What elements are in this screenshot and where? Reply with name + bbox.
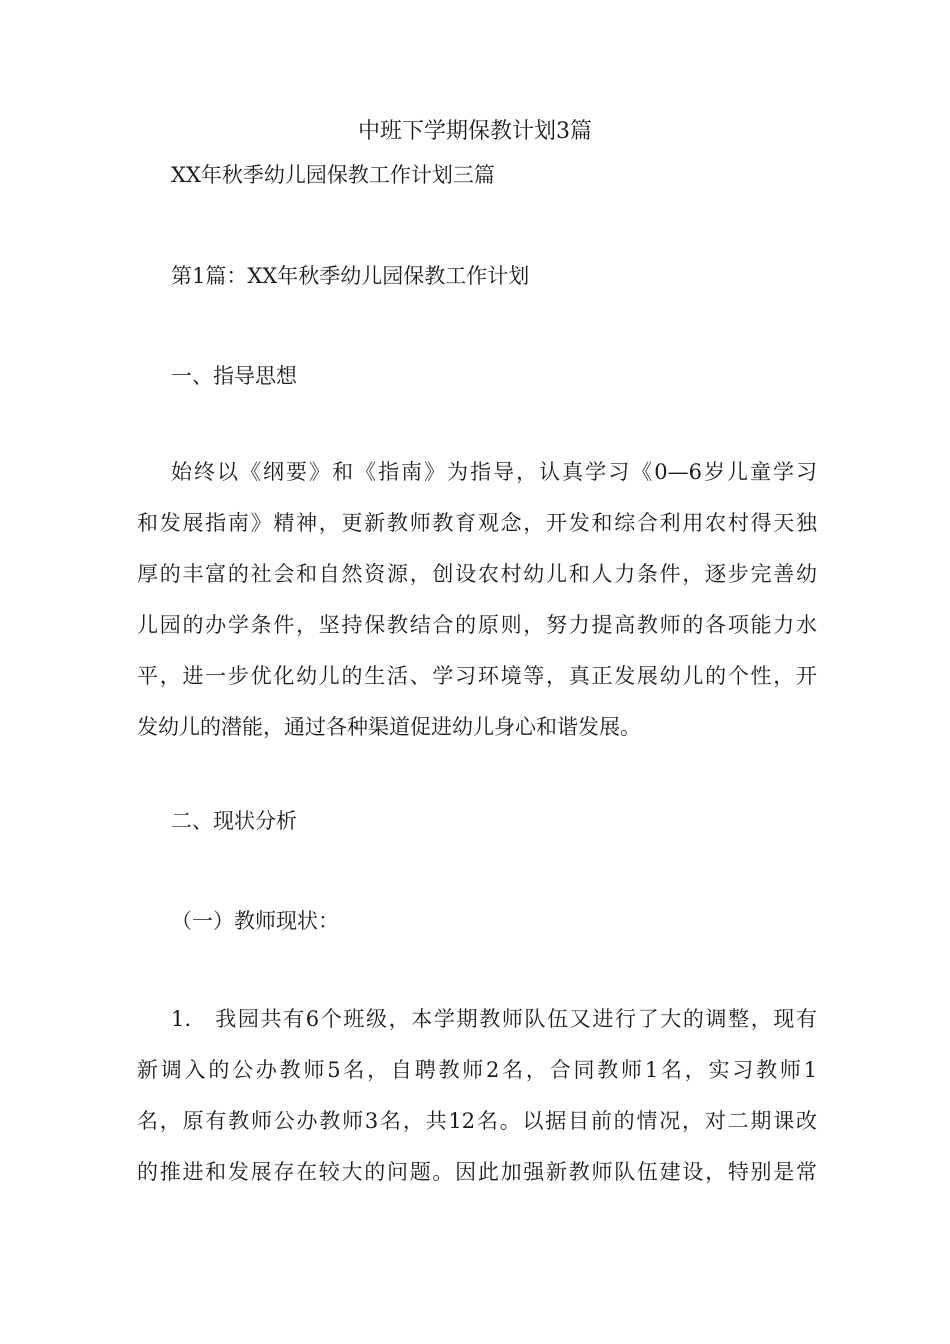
section-heading-status-analysis: 二、现状分析 — [171, 809, 297, 833]
paragraph-line: 名，原有教师公办教师3名，共12名。以据目前的情况，对二期课改 — [137, 1109, 817, 1133]
paragraph-line: 的推进和发展存在较大的问题。因此加强新教师队伍建设，特别是常 — [137, 1160, 817, 1184]
paragraph-guiding-ideology — [137, 447, 817, 753]
paragraph-line: 和发展指南》精神，更新教师教育观念，开发和综合利用农村得天独 — [137, 511, 817, 535]
paragraph-teacher-status — [137, 994, 817, 1198]
document-subtitle: XX年秋季幼儿园保教工作计划三篇 — [171, 163, 495, 187]
paragraph-line: 1. 我园共有6个班级，本学期教师队伍又进行了大的调整，现有 — [171, 1007, 817, 1031]
part-heading: 第1篇：XX年秋季幼儿园保教工作计划 — [171, 264, 530, 288]
paragraph-line: 儿园的办学条件，坚持保教结合的原则，努力提高教师的各项能力水 — [137, 613, 817, 637]
paragraph-line: 新调入的公办教师5名，自聘教师2名，合同教师1名，实习教师1 — [137, 1058, 817, 1082]
paragraph-line: 始终以《纲要》和《指南》为指导，认真学习《0—6岁儿童学习 — [171, 460, 817, 484]
paragraph-line: 发幼儿的潜能，通过各种渠道促进幼儿身心和谐发展。 — [137, 715, 641, 739]
document-title: 中班下学期保教计划3篇 — [358, 119, 592, 144]
paragraph-line: 平，进一步优化幼儿的生活、学习环境等，真正发展幼儿的个性，开 — [137, 664, 817, 688]
subsection-heading-teacher-status: （一）教师现状： — [171, 909, 339, 933]
paragraph-line: 厚的丰富的社会和自然资源，创设农村幼儿和人力条件，逐步完善幼 — [137, 562, 817, 586]
section-heading-guiding-ideology: 一、指导思想 — [171, 364, 297, 388]
